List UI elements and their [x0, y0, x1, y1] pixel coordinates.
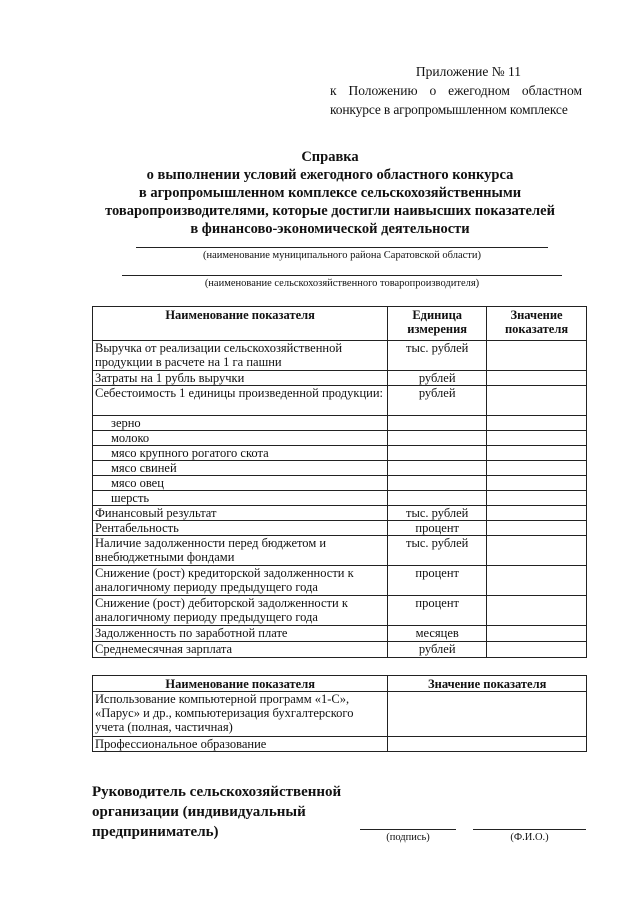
row-name: зерно: [93, 416, 388, 431]
row-value-cell[interactable]: [487, 536, 587, 566]
signature-field[interactable]: [360, 829, 456, 843]
row-name: мясо свиней: [93, 461, 388, 476]
row-value-cell[interactable]: [388, 692, 587, 737]
table-header-row: [93, 676, 587, 692]
table-row: [93, 521, 587, 536]
row-value-cell[interactable]: [487, 461, 587, 476]
table-row: [93, 506, 587, 521]
row-unit: рублей: [388, 386, 487, 416]
row-name: молоко: [93, 431, 388, 446]
table-row: [93, 386, 587, 416]
district-caption: (наименование муниципального района Саратовской области): [202, 250, 482, 261]
row-name: Финансовый результат: [93, 506, 388, 521]
row-value-cell[interactable]: [487, 626, 587, 642]
signatory-title: Руководитель сельскохозяйственной организации (индивидуальный предприниматель): [92, 784, 342, 840]
row-unit: рублей: [388, 642, 487, 658]
row-unit: [388, 461, 487, 476]
title-line-5: в финансово-экономической деятельности: [190, 221, 470, 237]
additional-indicators-table: [92, 675, 587, 752]
producer-caption: (наименование сельскохозяйственного товаропроизводителя): [204, 278, 480, 289]
table-row: [93, 491, 587, 506]
row-value-cell[interactable]: [487, 386, 587, 416]
row-value-cell[interactable]: [487, 566, 587, 596]
row-name: Снижение (рост) дебиторской задолженности к аналогичному периоду предыдущего года: [93, 596, 388, 626]
row-value-cell[interactable]: [487, 642, 587, 658]
appendix-reference: к Положению о ежегодном областном: [330, 83, 582, 98]
row-value-cell[interactable]: [487, 521, 587, 536]
row-unit: процент: [388, 521, 487, 536]
row-value-cell[interactable]: [388, 737, 587, 752]
appendix-note: [330, 62, 582, 119]
row-value-cell[interactable]: [487, 416, 587, 431]
row-unit: рублей: [388, 371, 487, 386]
row-value-cell[interactable]: [487, 341, 587, 371]
row-unit: [388, 431, 487, 446]
table-row: [93, 536, 587, 566]
col-header-name: Наименование показателя: [93, 676, 388, 692]
row-value-cell[interactable]: [487, 596, 587, 626]
row-value-cell[interactable]: [487, 431, 587, 446]
row-unit: месяцев: [388, 626, 487, 642]
row-name: Профессиональное образование: [93, 737, 388, 752]
col-header-name: Наименование показателя: [93, 307, 388, 341]
row-name: шерсть: [93, 491, 388, 506]
appendix-number: Приложение № 11: [415, 64, 521, 79]
table-row: [93, 692, 587, 737]
row-name: мясо овец: [93, 476, 388, 491]
table-header-row: [93, 307, 587, 341]
row-unit: тыс. рублей: [388, 536, 487, 566]
table-row: [93, 416, 587, 431]
row-name: Затраты на 1 рубль выручки: [93, 371, 388, 386]
row-name: Задолженность по заработной плате: [93, 626, 388, 642]
row-name: Выручка от реализации сельскохозяйственной продукции в расчете на 1 га пашни: [93, 341, 388, 371]
row-unit: процент: [388, 566, 487, 596]
row-value-cell[interactable]: [487, 371, 587, 386]
row-value-cell[interactable]: [487, 446, 587, 461]
row-value-cell[interactable]: [487, 476, 587, 491]
signature-caption: (подпись): [386, 832, 430, 843]
col-header-value: Значение показателя: [388, 676, 587, 692]
table-row: [93, 642, 587, 658]
table-row: [93, 371, 587, 386]
indicators-table: [92, 306, 587, 658]
title-line-4: товаропроизводителями, которые достигли наивысших показателей: [105, 203, 555, 219]
col-header-value: Значение показателя: [487, 307, 587, 341]
row-unit: [388, 446, 487, 461]
row-name: Рентабельность: [93, 521, 388, 536]
table-row: [93, 626, 587, 642]
row-value-cell[interactable]: [487, 491, 587, 506]
row-name: Использование компьютерной программ «1-С», «Парус» и др., компьютеризация бухгалтерского учета (полная, частичная): [93, 692, 388, 737]
title-line-3: в агропромышленном комплексе сельскохозяйственными: [138, 185, 522, 201]
row-name: мясо крупного рогатого скота: [93, 446, 388, 461]
producer-field[interactable]: [122, 275, 562, 290]
table-row: [93, 431, 587, 446]
table-row: [93, 476, 587, 491]
title-line-1: Справка: [301, 149, 359, 165]
full-name-field[interactable]: [473, 829, 586, 843]
row-unit: [388, 416, 487, 431]
row-unit: тыс. рублей: [388, 341, 487, 371]
table-row: [93, 446, 587, 461]
row-name: Себестоимость 1 единицы произведенной продукции:: [93, 386, 388, 416]
district-field[interactable]: [136, 247, 548, 262]
row-unit: тыс. рублей: [388, 506, 487, 521]
row-name: Снижение (рост) кредиторской задолженности к аналогичному периоду предыдущего года: [93, 566, 388, 596]
table-row: [93, 596, 587, 626]
row-name: Наличие задолженности перед бюджетом и внебюджетными фондами: [93, 536, 388, 566]
document-title: [60, 148, 600, 238]
col-header-unit: Единица измерения: [388, 307, 487, 341]
full-name-caption: (Ф.И.О.): [510, 832, 549, 843]
row-unit: [388, 491, 487, 506]
table-row: [93, 341, 587, 371]
table-row: [93, 461, 587, 476]
appendix-reference-cont: конкурсе в агропромышленном комплексе: [330, 102, 568, 117]
table-row: [93, 737, 587, 752]
table-row: [93, 566, 587, 596]
row-unit: [388, 476, 487, 491]
row-unit: процент: [388, 596, 487, 626]
row-name: Среднемесячная зарплата: [93, 642, 388, 658]
row-value-cell[interactable]: [487, 506, 587, 521]
title-line-2: о выполнении условий ежегодного областного конкурса: [146, 167, 514, 183]
